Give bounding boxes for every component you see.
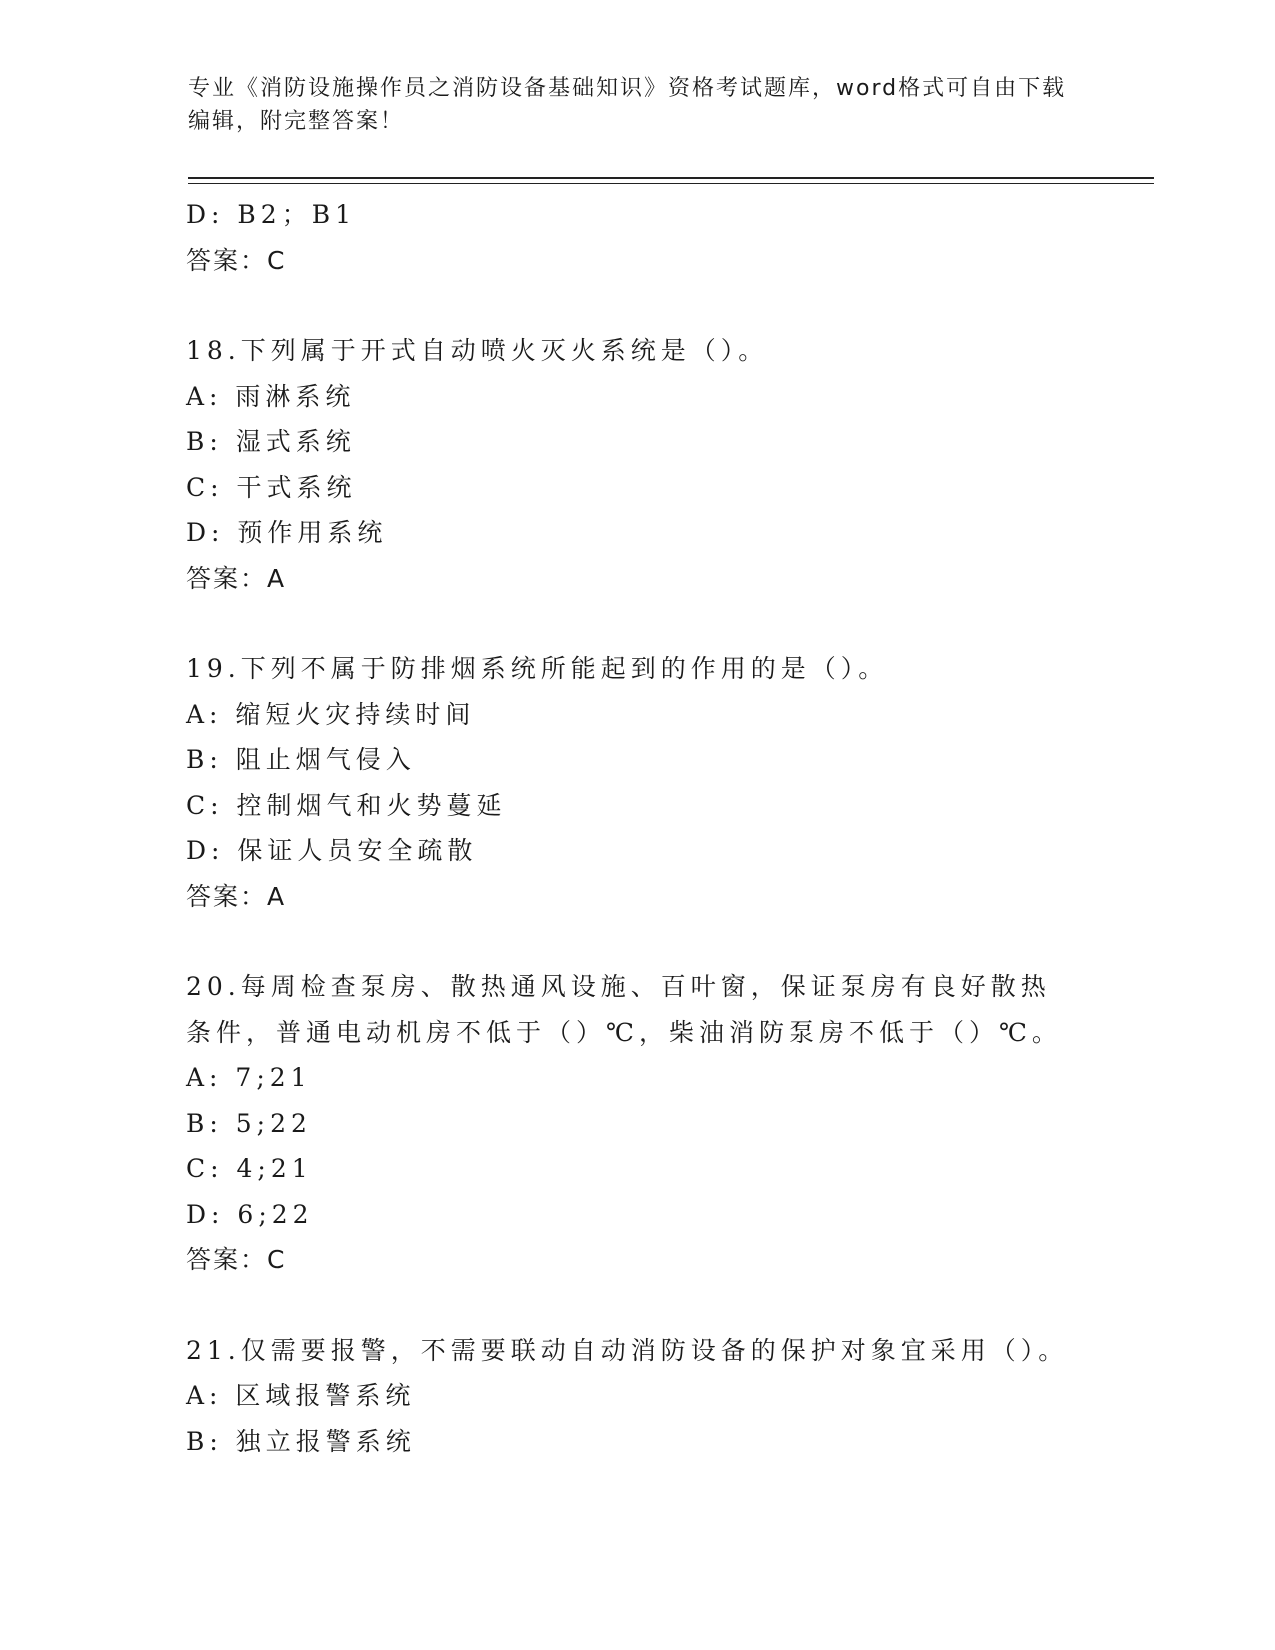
option-a: A: 缩短火灾持续时间 [186,699,476,729]
option-c: C: 控制烟气和火势蔓延 [186,790,507,820]
option-c: C: 4;21 [186,1154,313,1183]
answer: 答案：A [186,881,287,911]
header-rule-thin [188,183,1154,184]
option-b: B: 独立报警系统 [186,1426,416,1456]
header-rule-thick [188,177,1154,179]
option-b: B: 5;22 [186,1108,312,1138]
option-c: C: 干式系统 [186,472,357,502]
option-d: D: 预作用系统 [186,518,388,547]
option-a: A: 雨淋系统 [186,381,356,411]
option-a: A: 区域报警系统 [186,1381,416,1410]
question-list [186,192,1156,1464]
question-stem: 21.仅需要报警，不需要联动自动消防设备的保护对象宜采用（）。 [186,1335,1069,1365]
answer: 答案：C [186,245,287,275]
option-d: D: B2；B1 [186,200,356,229]
option-b: B: 湿式系统 [186,427,356,456]
option-a: A: 7;21 [186,1063,312,1092]
document-header: 专业《消防设施操作员之消防设备基础知识》资格考试题库，word格式可自由下载编辑，附完整答案！ [188,76,1067,134]
answer: 答案：C [186,1245,287,1274]
question-stem: 19.下列不属于防排烟系统所能起到的作用的是（）。 [186,654,889,683]
answer: 答案：A [186,563,287,593]
question-stem: 18.下列属于开式自动喷火灭火系统是（）。 [186,336,769,365]
option-b: B: 阻止烟气侵入 [186,745,416,774]
option-d: D: 6;22 [186,1199,314,1229]
question-stem: 20.每周检查泵房、散热通风设施、百叶窗，保证泵房有良好散热条件，普通电动机房不低于（）℃，柴油消防泵房不低于（）℃。 [186,972,1062,1047]
option-d: D: 保证人员安全疏散 [186,836,478,865]
